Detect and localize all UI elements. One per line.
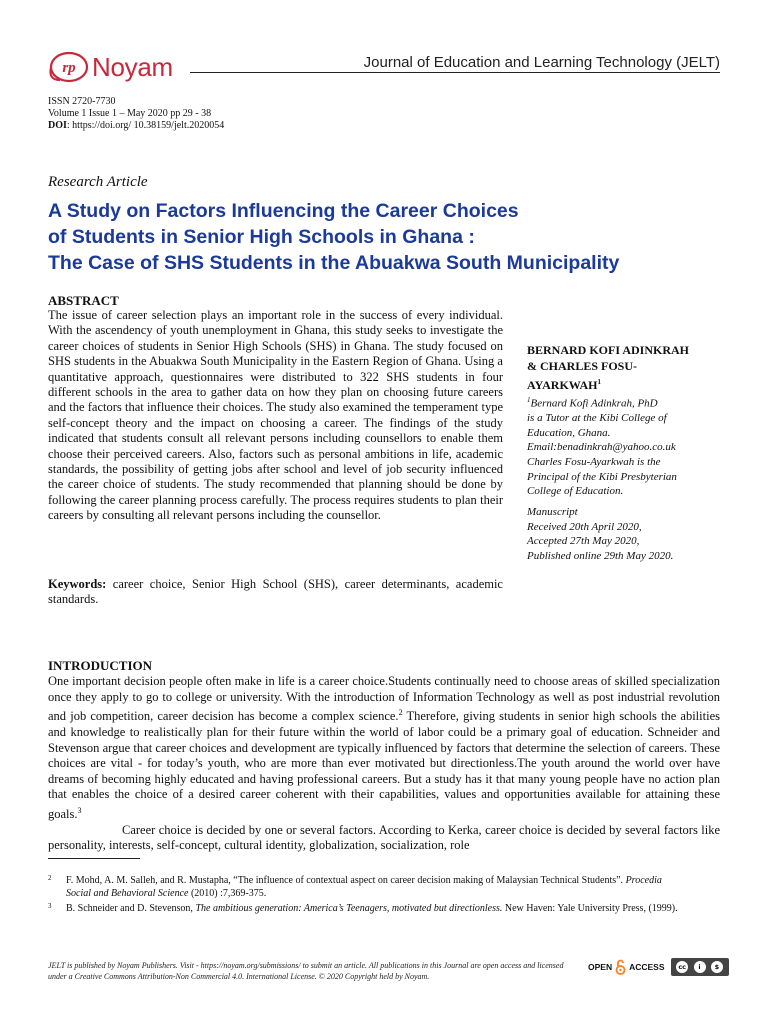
author-names: [527, 342, 727, 393]
footnote: 3 B. Schneider and D. Stevenson, The ambitious generation: America’s Teenagers, motivated but directionless. New Haven: Yale University Press, (1999).: [48, 902, 678, 914]
intro-paragraph: One important decision people often make in life is a career choice.Students continually need to choose areas of skilled specialization once they apply to go to college or university. With the introduction of Information Technology as well as post industrial revolution and job competition, career decision has become a complex science.$^2$ Therefore, giving students in senior high schools the abilities and knowledge to realistically plan for their future within the world of labor could be a primary goal of education. Schneider and Stevenson argue that career choices and development are typically influenced by factors that determine the selection of careers. These choices are vital - for today’s youth, who are more than ever motivated but directionless.The youth around the world over have dreams of becoming highly educated and having professional careers. But a study has it that many young people have no action plan that enables the choice of a desired career coherent with their capabilities, values and opportunities available for attaining these goals.$^3$: [48, 674, 720, 822]
noncommercial-icon: $: [711, 961, 723, 973]
doi-line: [48, 120, 224, 132]
citation-sup[interactable]: 2: [398, 708, 403, 718]
keywords-label: Keywords:: [48, 577, 107, 591]
access-label: ACCESS: [629, 962, 665, 972]
header-rule: [190, 72, 720, 73]
open-label: OPEN: [588, 962, 613, 972]
license-footer: JELT is published by Noyam Publishers. Visit - https://noyam.org/submissions/ to submit an article. All publications in this Journal are open access and licensed under a Creative Commons Attribution-Non Commercial 4.0. International License. © 2020 Copyright held by Noyam.: [48, 961, 564, 981]
noyam-logo-icon: [48, 50, 90, 84]
manuscript-line: Accepted 27th May 2020,: [527, 535, 640, 548]
keywords: [48, 577, 503, 608]
doi-link[interactable]: : https://doi.org/ 10.38159/jelt.2020054: [66, 120, 225, 131]
footnote: 2 F. Mohd, A. M. Salleh, and R. Mustapha, “The influence of contextual aspect on career decision making of Malaysian Technical Students”. Procedia Social and Behavioral Science (2010) :7,369-375.: [48, 874, 662, 899]
footnotes: [48, 874, 688, 917]
title-line: A Study on Factors Influencing the Career Choices: [48, 200, 519, 222]
creative-commons-license-icon[interactable]: [671, 958, 729, 976]
footnote-rule: [48, 858, 140, 859]
author-affiliation: [527, 393, 727, 499]
affil-sup: 1: [527, 396, 531, 404]
affil-line: Charles Fosu-Ayarkwah is the: [527, 456, 661, 469]
attribution-icon: i: [694, 961, 706, 973]
author-name-line: & CHARLES FOSU-: [527, 359, 638, 373]
author-name-line: BERNARD KOFI ADINKRAH: [527, 343, 690, 357]
journal-title: Journal of Education and Learning Technology (JELT): [363, 54, 720, 71]
open-access-badge: [588, 958, 729, 976]
introduction-heading: INTRODUCTION: [48, 658, 153, 673]
keywords-text: career choice, Senior High School (SHS), career determinants, academic standards.: [48, 577, 503, 607]
introduction-body: [48, 674, 720, 854]
affil-line: College of Education.: [527, 485, 624, 498]
author-block: [527, 342, 727, 499]
publisher-logo: [48, 50, 173, 84]
footnote-number: 2: [48, 874, 52, 882]
manuscript-dates: [527, 505, 727, 563]
open-access-lock-icon: [615, 959, 626, 975]
manuscript-line: Published online 29th May 2020.: [527, 549, 674, 562]
issn: ISSN 2720-7730: [48, 96, 116, 107]
page-header: [48, 48, 720, 84]
affil-line: Principal of the Kibi Presbyterian: [527, 470, 677, 483]
logo-text: Noyam: [92, 51, 173, 82]
intro-paragraph: Career choice is decided by one or several factors. According to Kerka, career choice is decided by several factors like personality, interests, self-concept, cultural identity, globalization, socialization, role: [48, 822, 720, 853]
article-title: [48, 198, 748, 276]
manuscript-line: Received 20th April 2020,: [527, 520, 642, 533]
footnote-number: 3: [48, 902, 52, 910]
affil-line: is a Tutor at the Kibi College of: [527, 412, 667, 425]
cc-icon: cc: [676, 961, 688, 973]
citation-sup[interactable]: 3: [77, 805, 82, 815]
title-line: The Case of SHS Students in the Abuakwa South Municipality: [48, 252, 620, 274]
author-name-line: AYARKWAH$^1$: [527, 378, 601, 392]
author-sup: 1: [597, 378, 601, 386]
author-email[interactable]: Email:benadinkrah@yahoo.co.uk: [527, 441, 676, 454]
article-type: Research Article: [48, 174, 148, 190]
abstract-body: The issue of career selection plays an important role in the success of every individual. With the ascendency of youth unemployment in Ghana, this study seeks to investigate the career choices of students in Senior High Schools (SHS) in Ghana. The study focused on SHS students in the Abuakwa South Municipality in the Eastern Region of Ghana. Using a quantitative approach, questionnaires were distributed to 322 SHS students in four different schools in the area to gather data on how they plan on choosing future careers and the factors that influence their choices. The study also examined the temperament type self-concept theory and the impact on choosing a career. The findings of the study indicated that students consult all relevant persons including counsellors to enable them choose their perceived careers. Also, factors such as personal ambitions in life, academic standards, the possibility of getting jobs after school and level of job security influenced the career choice of students. The study recommended that planning should be done by following the career planning process carefully. The process requires students to plan their careers by consulting all relevant persons including the counsellor.: [48, 308, 503, 523]
issue-meta: [48, 96, 224, 132]
affil-line: Education, Ghana.: [527, 426, 611, 439]
doi-label: DOI: [48, 120, 67, 131]
affil-line: $^1$Bernard Kofi Adinkrah, PhD: [527, 396, 658, 410]
abstract-heading: ABSTRACT: [48, 293, 119, 308]
logo-mark-text: rp: [62, 60, 76, 76]
manuscript-line: Manuscript: [527, 506, 578, 518]
volume-info: Volume 1 Issue 1 – May 2020 pp 29 - 38: [48, 108, 212, 119]
title-line: of Students in Senior High Schools in Ghana :: [48, 226, 475, 248]
